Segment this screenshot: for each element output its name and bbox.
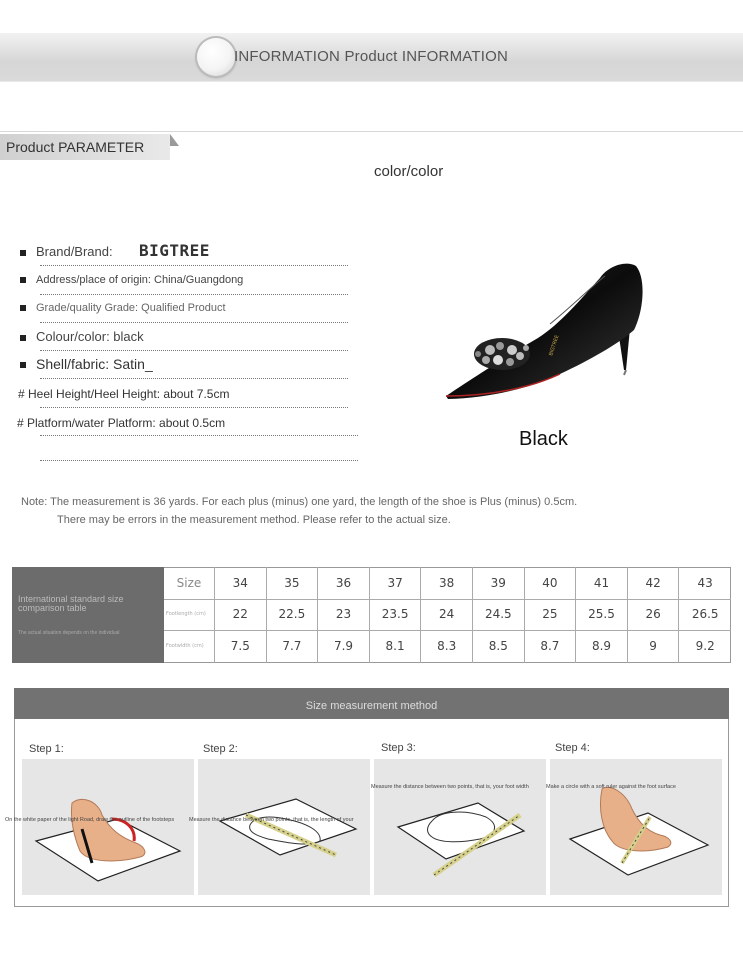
dotted-separator [40,460,358,461]
note-line-2: There may be errors in the measurement method. Please refer to the actual size. [57,514,451,526]
size-table-subtitle: The actual situation depends on the individual [18,630,120,636]
bullet-icon [20,305,26,311]
table-cell: 39 [473,567,525,599]
table-row-label: Footlength (cm) [164,599,215,630]
table-cell: 38 [421,567,473,599]
table-cell: 36 [318,567,370,599]
param-row-heel-height: # Heel Height/Heel Height: about 7.5cm [18,387,230,401]
table-cell: 8.3 [421,630,473,663]
step-3-caption: Measure the distance between two points, that is, your foot width [371,784,529,790]
step-4-label: Step 4: [555,742,590,754]
jewel-bow-icon [474,338,530,370]
step-4-caption: Make a circle with a soft ruler against the foot surface [546,784,676,790]
table-cell: 9.2 [695,639,715,653]
table-cell: 8.9 [576,630,628,663]
tab-notch [170,134,179,146]
table-cell: 25 [525,599,577,630]
product-color-name: Black [519,428,568,450]
svg-text:BIGTREE: BIGTREE [548,334,561,357]
dotted-separator [40,294,348,295]
param-row-brand: Brand/Brand: [20,244,113,259]
table-cell: 8.1 [370,630,422,663]
header-title: INFORMATION Product INFORMATION [234,48,508,65]
step-2-illustration [198,759,370,895]
table-row-label: Footwidth (cm) [164,630,215,663]
brand-value: BIGTREE [139,241,210,260]
table-cell: 8.5 [473,630,525,663]
measurement-title: Size measurement method [14,688,729,719]
note-line-1: Note: The measurement is 36 yards. For each plus (minus) one yard, the length of the shoe is Plus (minus) 0.5cm. [21,496,578,508]
dotted-separator [40,322,348,323]
dotted-separator [40,265,348,266]
bullet-icon [20,250,26,256]
product-parameter-tab: Product PARAMETER [0,134,170,160]
black-satin-pump-image [440,258,650,403]
table-cell: 43 [697,576,713,590]
size-table-title: International standard size comparison table [18,594,124,613]
table-cell: 24 [421,599,473,630]
step-3-illustration [374,759,546,895]
table-cell: 9 [628,630,680,663]
step-4-illustration [550,759,722,895]
table-cell: 40 [525,567,577,599]
table-cell: 24.5 [473,599,525,630]
table-cell: 7.7 [267,630,319,663]
bullet-icon [20,362,26,368]
param-row-platform: # Platform/water Platform: about 0.5cm [17,416,226,430]
table-cell: 22.5 [267,599,319,630]
bullet-icon [20,335,26,341]
dotted-separator [40,407,348,408]
color-heading: color/color [374,163,444,180]
size-table-title-panel [12,567,164,663]
table-cell: 34 [215,567,267,599]
bullet-icon [20,277,26,283]
step-2-label: Step 2: [203,743,238,755]
table-cell: 7.5 [215,630,267,663]
table-cell: 35 [267,567,319,599]
table-cell: 26.5 [691,607,719,621]
table-cell: 42 [628,567,680,599]
step-3-label: Step 3: [381,742,416,754]
step-1-caption: On the white paper of the light Road, draw the outline of the footsteps [5,817,175,823]
table-row-label: Size [164,567,215,599]
table-cell: 23.5 [370,599,422,630]
param-row-colour: Colour/color: black [20,329,144,344]
dotted-separator [40,435,358,436]
table-cell: 8.7 [525,630,577,663]
table-cell: 22 [215,599,267,630]
table-cell: 37 [370,567,422,599]
table-cell: 26 [628,599,680,630]
table-cell: 41 [576,567,628,599]
step-1-label: Step 1: [29,743,64,755]
section-divider [0,131,743,132]
param-row-grade: Grade/quality Grade: Qualified Product [20,302,226,314]
table-cell: 25.5 [576,599,628,630]
step-1-illustration [22,759,194,895]
step-2-caption: Measure the distance between two points, that is, the length of your [189,817,354,823]
param-row-origin: Address/place of origin: China/Guangdong [20,274,243,286]
table-cell: 23 [318,599,370,630]
dotted-separator [40,350,348,351]
table-cell: 7.9 [318,630,370,663]
dotted-separator [40,378,348,379]
param-row-fabric: Shell/fabric: Satin_ [20,356,153,372]
header-circle-ornament [197,38,235,76]
